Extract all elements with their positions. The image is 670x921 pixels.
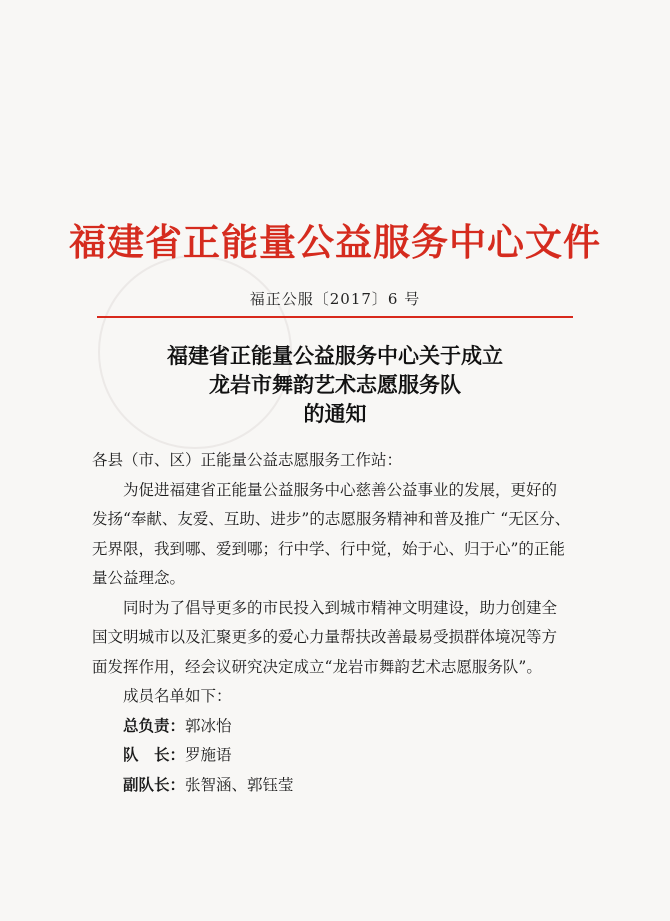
document-header-title: 福建省正能量公益服务中心文件	[69, 220, 601, 264]
paragraph-1: 为促进福建省正能量公益服务中心慈善公益事业的发展，更好的发扬“奉献、友爱、互助、进步”的志愿服务精神和普及推广 “无区分、无界限，我到哪、爱到哪；行中学、行中觉，始于心、归于心”的正能量公益理念。	[92, 480, 571, 587]
notice-title-line-1: 福建省正能量公益服务中心关于成立	[167, 343, 503, 368]
member-role: 副队长：	[123, 775, 186, 794]
notice-title-line-2: 龙岩市舞韵艺术志愿服务队	[209, 372, 461, 397]
notice-title-line-3: 的通知	[303, 401, 367, 426]
notice-title	[0, 341, 670, 428]
member-name: 张智涵、郭钰莹	[185, 775, 294, 794]
member-row	[92, 771, 572, 801]
member-row	[92, 741, 572, 771]
salutation: 各县（市、区）正能量公益志愿服务工作站：	[92, 451, 403, 469]
red-divider-line	[97, 316, 573, 318]
notice-body	[92, 446, 572, 800]
member-row	[92, 712, 572, 742]
member-role: 总负责：	[123, 716, 186, 735]
member-list	[92, 712, 572, 801]
members-intro: 成员名单如下：	[123, 687, 232, 705]
member-role: 队 长：	[123, 746, 186, 764]
paragraph-2: 同时为了倡导更多的市民投入到城市精神文明建设，助力创建全国文明城市以及汇聚更多的爱心力量帮扶改善最易受损群体境况等方面发挥作用，经会议研究决定成立“龙岩市舞韵艺术志愿服务队”。	[92, 598, 558, 676]
document-number: 福正公服〔2017〕6 号	[249, 290, 421, 308]
member-name: 郭冰怡	[185, 716, 232, 735]
member-name: 罗施语	[185, 746, 232, 764]
